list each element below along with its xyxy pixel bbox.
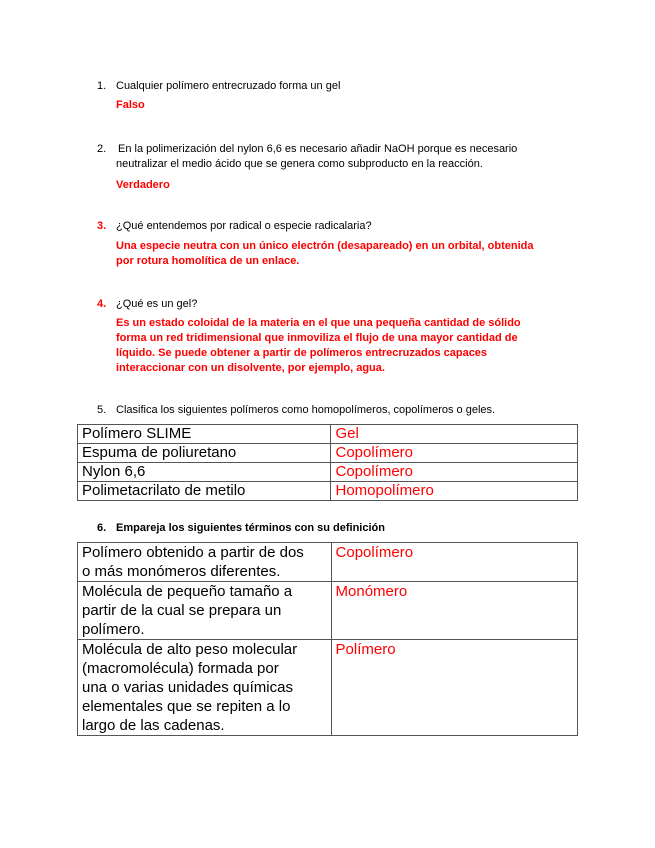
question-number: 3. bbox=[97, 220, 107, 232]
question-number: 2. bbox=[97, 143, 107, 155]
definition-line: una o varias unidades químicas bbox=[82, 679, 293, 696]
question-text-line: En la polimerización del nylon 6,6 es necesario añadir NaOH porque es necesario bbox=[118, 143, 518, 155]
definition-line: Polímero obtenido a partir de dos bbox=[82, 544, 304, 561]
definition-cell bbox=[78, 640, 332, 736]
answer-cell: Monómero bbox=[331, 582, 577, 640]
answer-cell: Copolímero bbox=[331, 543, 577, 582]
definition-cell bbox=[78, 582, 332, 640]
answer-3 bbox=[116, 239, 546, 269]
question-number: 1. bbox=[97, 80, 107, 92]
question-text: ¿Qué es un gel? bbox=[116, 298, 198, 310]
question-number: 4. bbox=[97, 298, 107, 310]
question-text: ¿Qué entendemos por radical o especie radicalaria? bbox=[116, 220, 372, 232]
question-text: Empareja los siguientes términos con su definición bbox=[116, 522, 385, 534]
answer-line: interaccionar con un disolvente, por ejemplo, agua. bbox=[116, 362, 385, 374]
answer-line: por rotura homolítica de un enlace. bbox=[116, 255, 300, 267]
answer-2: Verdadero bbox=[116, 179, 170, 191]
definition-line: (macromolécula) formada por bbox=[82, 660, 279, 677]
definition-line: largo de las cadenas. bbox=[82, 717, 225, 734]
classification-table bbox=[77, 424, 578, 501]
table-row bbox=[78, 444, 578, 463]
table-row bbox=[78, 582, 578, 640]
definition-line: partir de la cual se prepara un bbox=[82, 602, 282, 619]
table-row bbox=[78, 425, 578, 444]
question-text bbox=[118, 142, 558, 172]
answer-line: Es un estado coloidal de la materia en el que una pequeña cantidad de sólido bbox=[116, 317, 521, 329]
answer-line: Una especie neutra con un único electrón (desapareado) en un orbital, obtenida bbox=[116, 240, 534, 252]
answer-cell: Polímero bbox=[331, 640, 577, 736]
table-row bbox=[78, 463, 578, 482]
question-text-line: neutralizar el medio ácido que se genera como subproducto en la reacción. bbox=[116, 158, 483, 170]
definition-line: polímero. bbox=[82, 621, 145, 638]
answer-cell: Gel bbox=[331, 425, 578, 444]
definition-cell bbox=[78, 543, 332, 582]
question-text: Clasifica los siguientes polímeros como homopolímeros, copolímeros o geles. bbox=[116, 404, 496, 416]
term-cell: Polimetacrilato de metilo bbox=[78, 482, 331, 501]
answer-line: forma un red tridimensional que inmoviliza el flujo de una mayor cantidad de bbox=[116, 332, 518, 344]
answer-cell: Copolímero bbox=[331, 463, 578, 482]
answer-line: líquido. Se puede obtener a partir de polímeros entrecruzados capaces bbox=[116, 347, 488, 359]
answer-1: Falso bbox=[116, 99, 145, 111]
definition-line: o más monómeros diferentes. bbox=[82, 563, 281, 580]
answer-4 bbox=[116, 316, 546, 376]
answer-cell: Homopolímero bbox=[331, 482, 578, 501]
question-number: 6. bbox=[97, 522, 107, 534]
table-row bbox=[78, 482, 578, 501]
term-cell: Espuma de poliuretano bbox=[78, 444, 331, 463]
answer-cell: Copolímero bbox=[331, 444, 578, 463]
term-cell: Nylon 6,6 bbox=[78, 463, 331, 482]
definition-line: Molécula de pequeño tamaño a bbox=[82, 583, 293, 600]
term-cell: Polímero SLIME bbox=[78, 425, 331, 444]
question-text: Cualquier polímero entrecruzado forma un gel bbox=[116, 80, 341, 92]
definition-line: Molécula de alto peso molecular bbox=[82, 641, 298, 658]
definition-line: elementales que se repiten a lo bbox=[82, 698, 291, 715]
table-row bbox=[78, 640, 578, 736]
matching-table bbox=[77, 542, 578, 736]
question-number: 5. bbox=[97, 404, 107, 416]
table-row bbox=[78, 543, 578, 582]
